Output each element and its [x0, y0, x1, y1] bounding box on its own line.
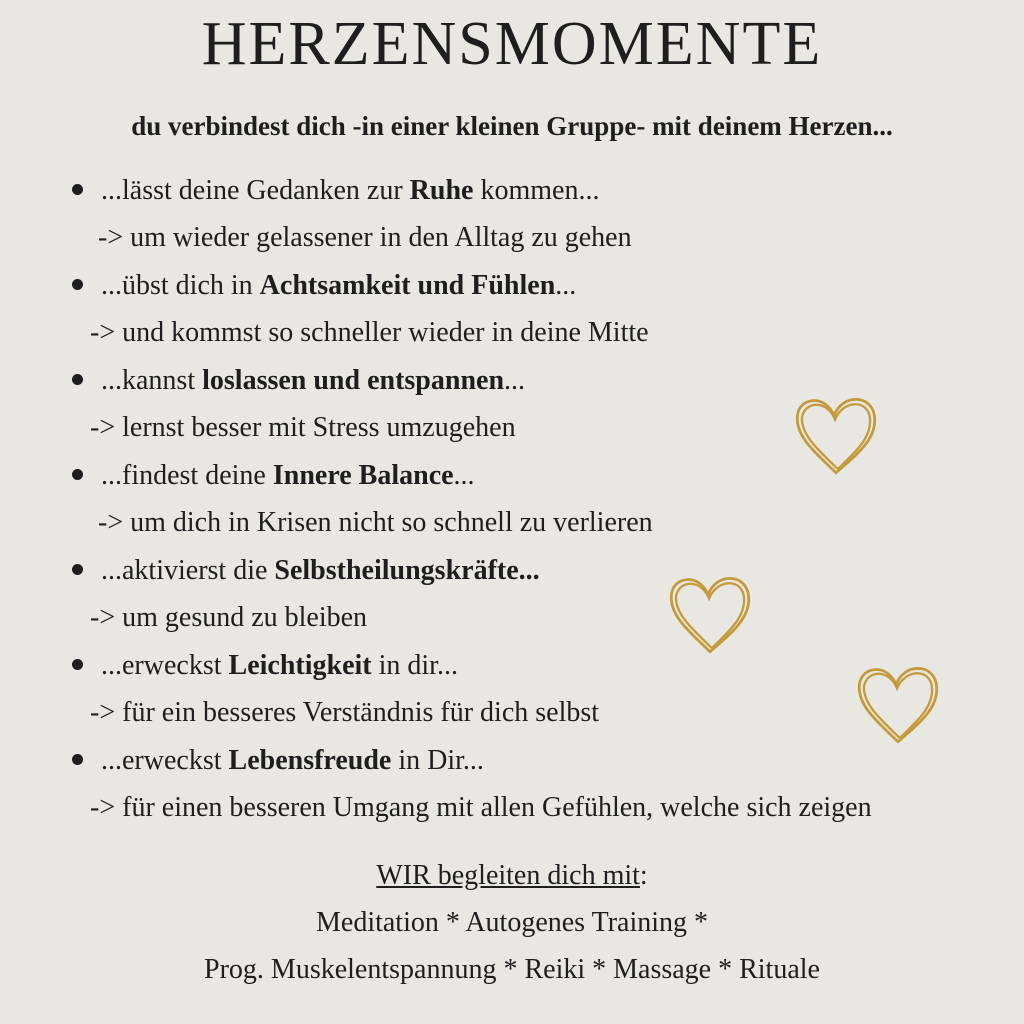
- highlight: Ruhe: [409, 175, 474, 206]
- item-detail: -> für ein besseres Verständnis für dich selbst: [90, 697, 600, 728]
- footer-heading: WIR begleiten dich mit: [376, 860, 640, 891]
- bullet-icon: [72, 754, 83, 765]
- footer-methods-line2: Prog. Muskelentspannung * Reiki * Massage * Rituale: [204, 954, 820, 985]
- highlight: Lebensfreude: [228, 745, 392, 776]
- heart-icon: [790, 388, 882, 484]
- item-detail: -> um gesund zu bleiben: [90, 602, 368, 633]
- bullet-icon: [72, 184, 83, 195]
- item-detail: -> für einen besseren Umgang mit allen Gefühlen, welche sich zeigen: [90, 792, 872, 823]
- highlight: Leichtigkeit: [228, 650, 372, 681]
- bullet-icon: [72, 659, 83, 670]
- highlight: Innere Balance: [272, 460, 454, 491]
- heart-icon: [664, 566, 756, 664]
- item-detail: -> und kommst so schneller wieder in deine Mitte: [90, 317, 649, 348]
- highlight: Selbstheilungskräfte...: [274, 555, 540, 586]
- item-detail: -> um wieder gelassener in den Alltag zu gehen: [98, 222, 632, 253]
- heart-icon: [852, 656, 944, 754]
- bullet-icon: [72, 469, 83, 480]
- footer: WIR begleiten dich mit: Meditation * Autogenes Training * Prog. Muskelentspannung * Reiki * Massage * Rituale: [0, 852, 1024, 993]
- bullet-icon: [72, 374, 83, 385]
- item-detail: -> um dich in Krisen nicht so schnell zu verlieren: [98, 507, 653, 538]
- page-title: HERZENSMOMENTE: [201, 10, 823, 78]
- highlight: Achtsamkeit und Fühlen: [259, 270, 556, 301]
- bullet-icon: [72, 279, 83, 290]
- footer-methods-line1: Meditation * Autogenes Training *: [316, 907, 708, 938]
- item-detail: -> lernst besser mit Stress umzugehen: [90, 412, 516, 443]
- subtitle: du verbindest dich -in einer kleinen Gruppe- mit deinem Herzen...: [131, 111, 893, 141]
- bullet-icon: [72, 564, 83, 575]
- highlight: loslassen und entspannen: [202, 365, 505, 396]
